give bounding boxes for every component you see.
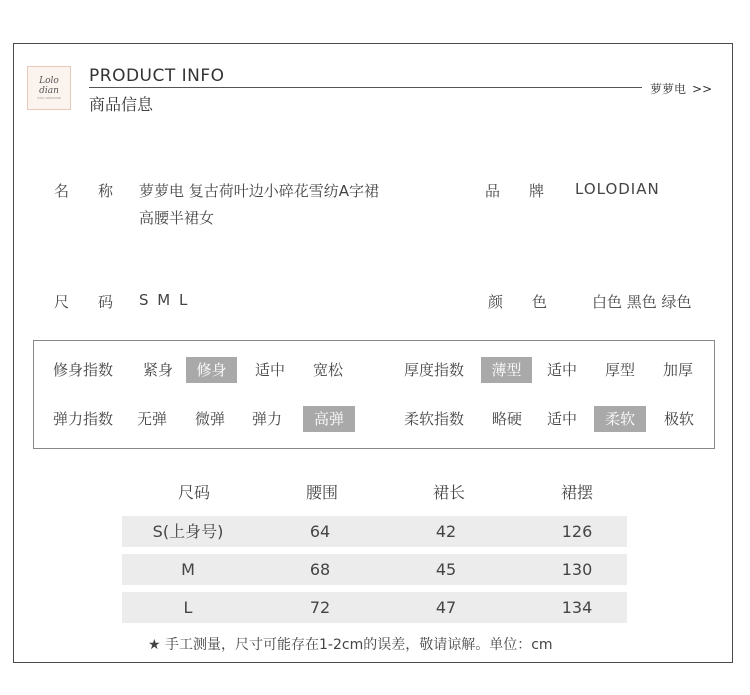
logo-tagline: STAY AWESOME — [37, 96, 61, 100]
softness-option-3-selected: 柔软 — [594, 406, 646, 432]
name-label-char-2: 称 — [98, 182, 114, 200]
softness-index-label: 柔软指数 — [404, 410, 465, 428]
fit-option-4: 宽松 — [312, 361, 343, 379]
table-cell-length: 47 — [435, 598, 457, 617]
softness-option-2: 适中 — [546, 410, 577, 428]
brand-link[interactable] — [650, 80, 712, 97]
elasticity-option-3: 弹力 — [251, 410, 282, 428]
thickness-index-label: 厚度指数 — [404, 361, 465, 379]
color-label-char-1: 颜 — [488, 293, 504, 311]
table-cell-size: L — [183, 598, 193, 617]
table-cell-size: S(上身号) — [152, 522, 224, 541]
softness-option-1: 略硬 — [491, 410, 522, 428]
elasticity-index-label: 弹力指数 — [53, 410, 114, 428]
thickness-option-3: 厚型 — [604, 361, 635, 379]
table-cell-waist: 64 — [309, 522, 331, 541]
table-row — [122, 592, 627, 623]
elasticity-option-4-selected: 高弹 — [303, 406, 355, 432]
table-cell-length: 45 — [435, 560, 457, 579]
double-chevron-right-icon: >> — [692, 82, 713, 96]
color-label-char-2: 色 — [532, 293, 548, 311]
table-header-hem: 裙摆 — [560, 483, 593, 502]
fit-option-2-selected: 修身 — [186, 357, 237, 383]
table-cell-size: M — [181, 560, 195, 579]
fit-index-label: 修身指数 — [53, 361, 114, 379]
elasticity-option-2: 微弹 — [194, 410, 225, 428]
logo-text-1: Lolo — [39, 76, 59, 86]
title-divider — [89, 87, 642, 88]
brand-label — [485, 180, 544, 201]
softness-option-4: 极软 — [663, 410, 694, 428]
fit-option-3: 适中 — [254, 361, 285, 379]
color-label — [488, 291, 547, 312]
logo-text-2: dian — [39, 86, 59, 96]
product-name-line-1: 萝萝电 复古荷叶边小碎花雪纺A字裙 — [139, 182, 380, 200]
table-header-length: 裙长 — [432, 483, 465, 502]
brand-value: LOLODIAN — [575, 180, 660, 198]
name-label-char-1: 名 — [54, 182, 70, 200]
size-label-char-1: 尺 — [54, 293, 70, 311]
table-cell-hem: 134 — [561, 598, 593, 617]
measurement-note: ★ 手工测量，尺寸可能存在1-2cm的误差，敬请谅解。单位：cm — [148, 637, 553, 653]
size-value: S M L — [139, 291, 190, 309]
table-header-waist: 腰围 — [305, 483, 338, 502]
brand-label-char-1: 品 — [485, 182, 501, 200]
name-label — [54, 180, 113, 201]
fit-option-1: 紧身 — [142, 361, 173, 379]
table-row — [122, 516, 627, 547]
table-cell-waist: 72 — [309, 598, 331, 617]
table-cell-waist: 68 — [309, 560, 331, 579]
size-label-char-2: 码 — [98, 293, 114, 311]
table-row — [122, 554, 627, 585]
size-label — [54, 291, 113, 312]
thickness-option-1-selected: 薄型 — [481, 357, 532, 383]
table-cell-hem: 130 — [561, 560, 593, 579]
brand-link-label: 萝萝电 — [650, 82, 687, 96]
elasticity-option-1: 无弹 — [136, 410, 167, 428]
table-cell-length: 42 — [435, 522, 457, 541]
product-name-line-2: 高腰半裙女 — [139, 209, 215, 227]
table-cell-hem: 126 — [561, 522, 593, 541]
section-title-cn: 商品信息 — [89, 95, 154, 114]
brand-logo — [27, 66, 71, 110]
brand-label-char-2: 牌 — [529, 182, 545, 200]
section-title-en: PRODUCT INFO — [89, 66, 225, 86]
color-value: 白色 黑色 绿色 — [592, 293, 692, 311]
thickness-option-4: 加厚 — [662, 361, 693, 379]
table-header-size: 尺码 — [177, 483, 210, 502]
thickness-option-2: 适中 — [546, 361, 577, 379]
